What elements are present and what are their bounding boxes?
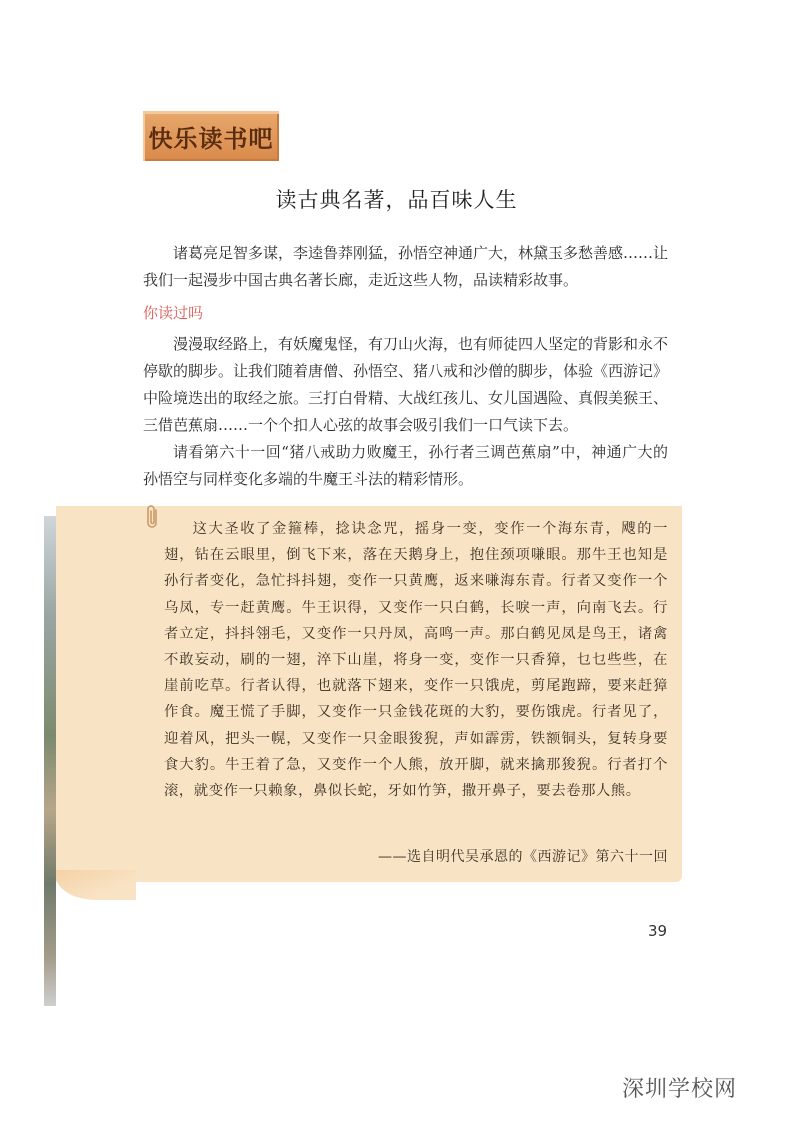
- watermark: 深圳学校网: [622, 1077, 738, 1102]
- excerpt-page-curl: [56, 870, 136, 900]
- subheading: 你读过吗: [143, 304, 204, 322]
- excerpt-text: 这大圣收了金箍棒，捻诀念咒，摇身一变，变作一个海东青，飕的一翅，钻在云眼里，倒飞下来，落在天鹅身上，抱住颈项嗛眼。那牛王也知是孙行者变化，急忙抖抖翅，变作一只黄鹰，返来嗛海东青。行者又变作一个乌凤，专一赶黄鹰。牛王识得，又变作一只白鹤，长唳一声，向南飞去。行者立定，抖抖翎毛，又变作一只丹凤，高鸣一声。那白鹤见凤是鸟王，诸禽不敢妄动，刷的一翅，淬下山崖，将身一变，变作一只香獐，乜乜些些，在崖前吃草。行者认得，也就落下翅来，变作一只饿虎，剪尾跑蹄，要来赶獐作食。魔王慌了手脚，又变作一只金钱花斑的大豹，要伤饿虎。行者见了，迎着风，把头一幌，又变作一只金眼狻猊，声如霹雳，铁额铜头，复转身要食大豹。牛王着了急，又变作一个人熊，放开脚，就来擒那狻猊。行者打个滚，就变作一只赖象，鼻似长蛇，牙如竹笋，撒开鼻子，要去卷那人熊。: [164, 521, 668, 800]
- paperclip-icon: [145, 504, 161, 530]
- section-banner-label: 快乐读书吧: [148, 124, 274, 153]
- body-paragraph-3: 请看第六十一回“猪八戒助力败魔王，孙行者三调芭蕉扇”中，神通广大的孙悟空与同样变化多端的牛魔王斗法的精彩情形。: [143, 443, 668, 488]
- page-number: 39: [648, 922, 668, 940]
- excerpt-source: ——选自明代吴承恩的《西游记》第六十一回: [378, 849, 668, 865]
- page-title: 读古典名著，品百味人生: [275, 188, 518, 212]
- intro-paragraph: 诸葛亮足智多谋，李逵鲁莽刚猛，孙悟空神通广大，林黛玉多愁善感……让我们一起漫步中国古典名著长廊，走近这些人物，品读精彩故事。: [143, 244, 669, 289]
- body-paragraph-2: 漫漫取经路上，有妖魔鬼怪，有刀山火海，也有师徒四人坚定的背影和永不停歇的脚步。让我们随着唐僧、孙悟空、猪八戒和沙僧的脚步，体验《西游记》中险境迭出的取经之旅。三打白骨精、大战红孩儿、女儿国遇险、真假美猴王、三借芭蕉扇……一个个扣人心弦的故事会吸引我们一口气读下去。: [143, 335, 669, 434]
- section-banner: [143, 111, 279, 161]
- side-photo-strip: [44, 516, 56, 1006]
